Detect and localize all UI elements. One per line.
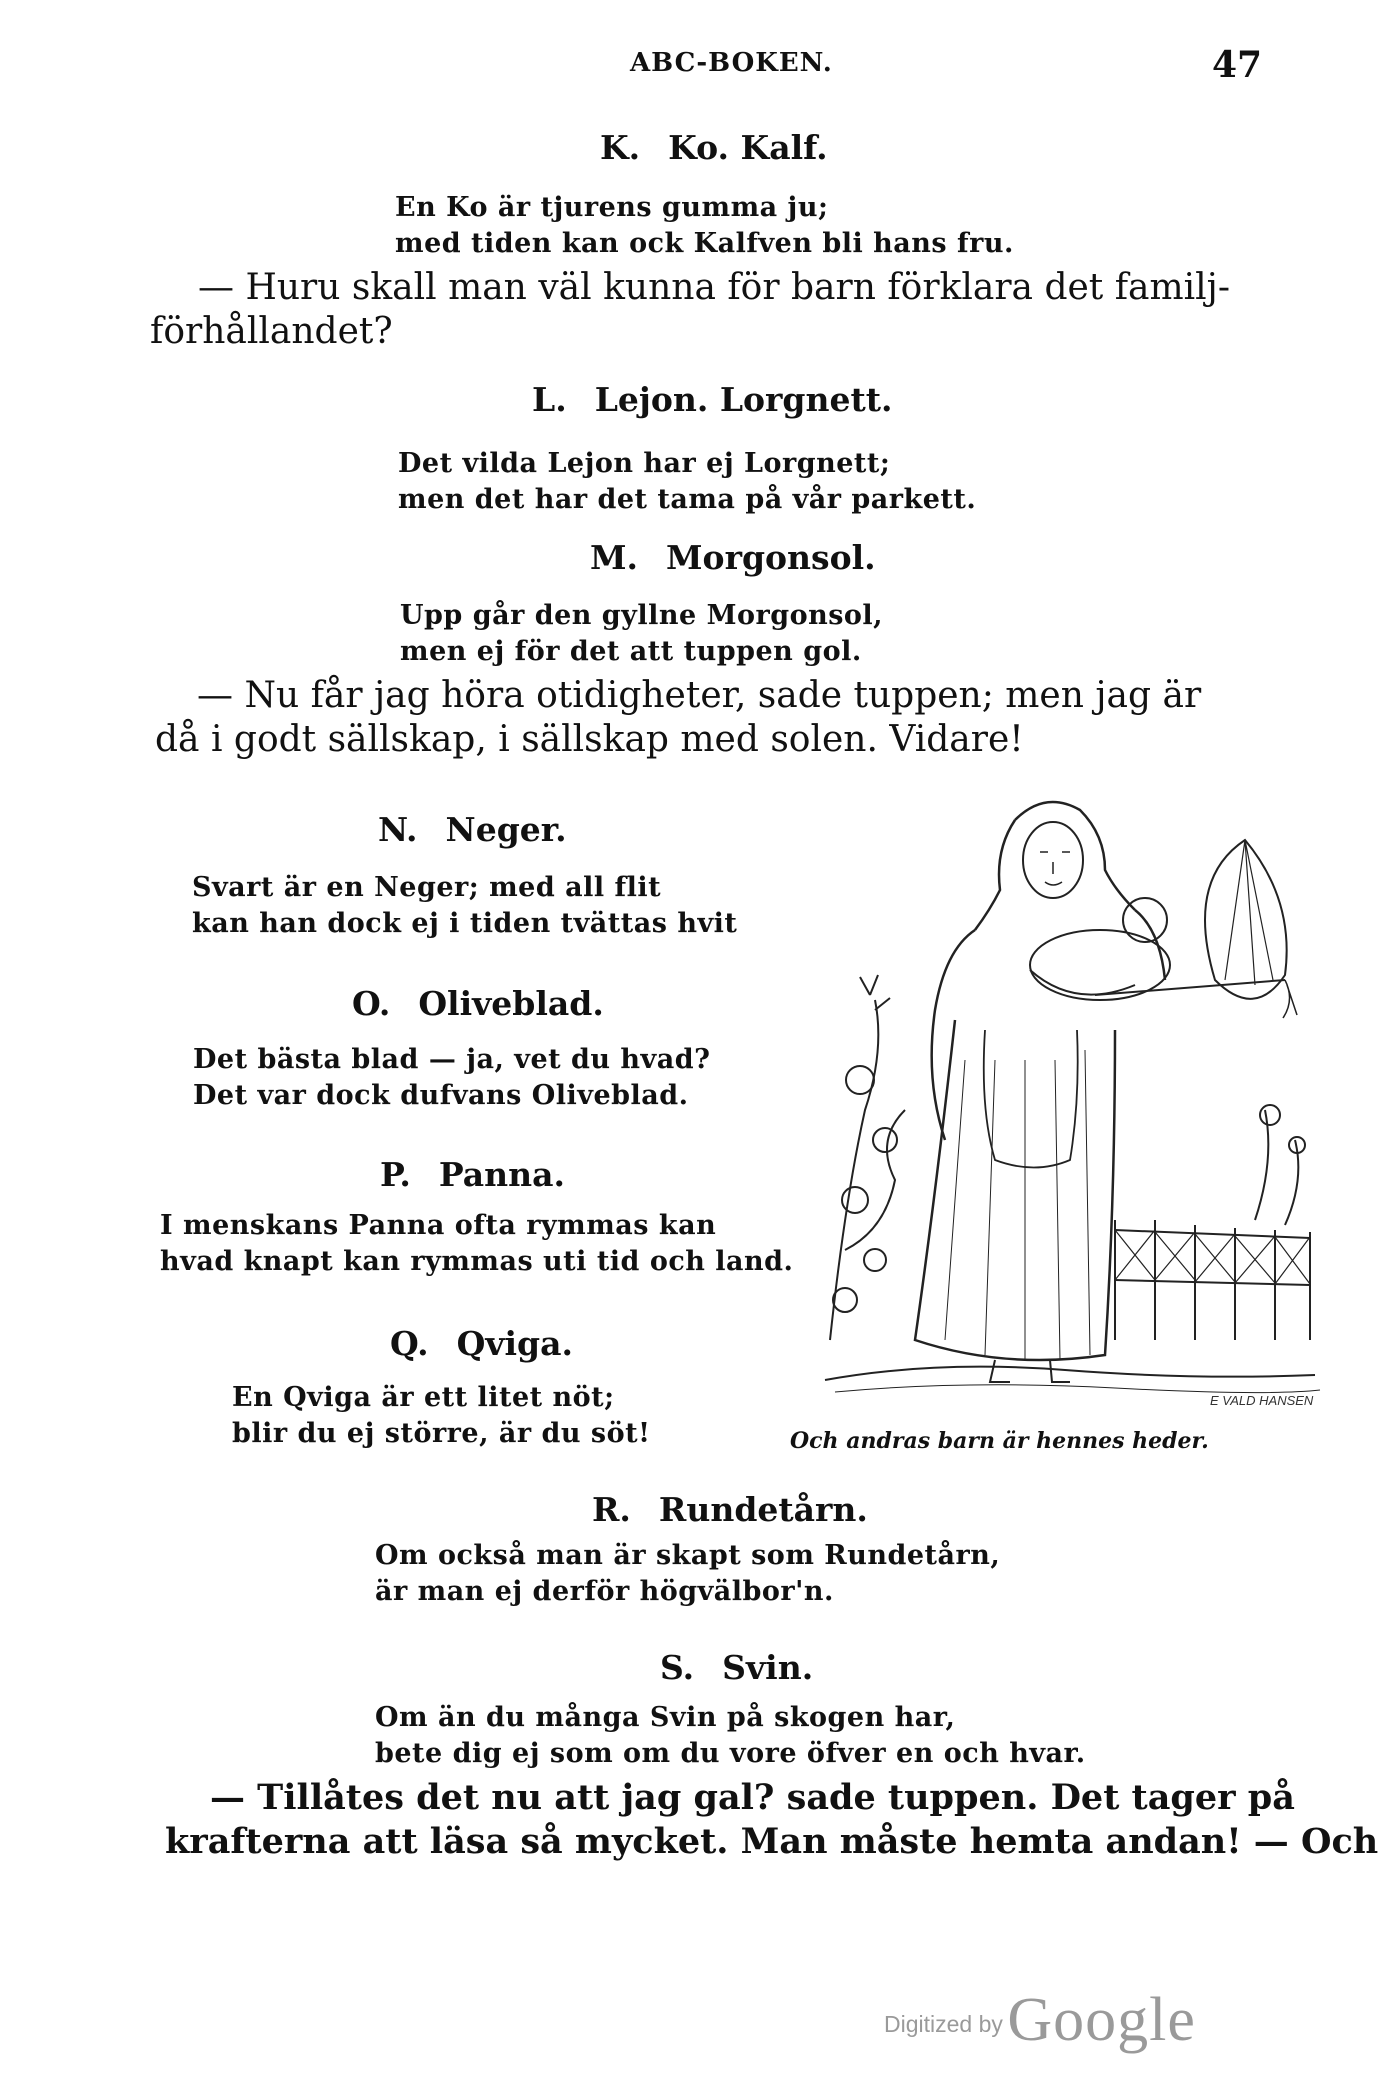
verse-k [395,190,1014,262]
verse-line: Om också man är skapt som Rundetårn, [375,1540,1001,1571]
entry-heading-q [390,1324,573,1363]
verse-n [192,870,737,942]
prose-line: förhållandet? [150,311,393,352]
entry-word: Qviga. [456,1324,573,1363]
prose-line: — Huru skall man väl kunna för barn förklara det familj- [198,267,1230,308]
entry-letter: M. [590,538,639,577]
entry-letter: Q. [390,1324,429,1363]
entry-word: Svin. [722,1648,814,1687]
verse-line: I menskans Panna ofta rymmas kan [160,1210,717,1241]
verse-r [375,1538,1000,1610]
prose-paragraph-1 [150,266,1230,354]
prose-paragraph-3 [165,1776,1378,1864]
entry-heading-n [378,810,567,849]
entry-word: Rundetårn. [658,1490,868,1529]
entry-word: Lejon. Lorgnett. [594,380,893,419]
verse-line: blir du ej större, är du söt! [232,1418,651,1449]
entry-letter: O. [352,984,391,1023]
entry-letter: L. [532,380,567,419]
verse-o [193,1042,710,1114]
verse-line: En Qviga är ett litet nöt; [232,1382,615,1413]
verse-line: men ej för det att tuppen gol. [400,636,862,667]
verse-line: Svart är en Neger; med all flit [192,872,662,903]
verse-line: Det bästa blad — ja, vet du hvad? [193,1044,711,1075]
page-number: 47 [1212,44,1263,86]
verse-s [375,1700,1086,1772]
illustration-caption: Och andras barn är hennes heder. [790,1428,1209,1454]
verse-line: hvad knapt kan rymmas uti tid och land. [160,1246,794,1277]
entry-letter: R. [592,1490,631,1529]
verse-line: bete dig ej som om du vore öfver en och hvar. [375,1738,1086,1769]
woman-with-baby-illustration [815,780,1325,1410]
google-logo: Google [1007,1986,1196,2054]
entry-letter: S. [660,1648,695,1687]
verse-line: kan han dock ej i tiden tvättas hvit [192,908,738,939]
verse-line: Upp går den gyllne Morgonsol, [400,600,884,631]
prose-line: då i godt sällskap, i sällskap med solen. Vidare! [155,719,1024,760]
entry-word: Neger. [445,810,567,849]
entry-heading-m [590,538,876,577]
entry-word: Panna. [438,1155,566,1194]
entry-letter: P. [380,1155,411,1194]
watermark-prefix: Digitized by [884,2011,1003,2037]
entry-heading-o [352,984,604,1023]
verse-line: En Ko är tjurens gumma ju; [395,192,829,223]
entry-heading-r [592,1490,868,1529]
verse-line: Det vilda Lejon har ej Lorgnett; [398,448,891,479]
prose-paragraph-2 [155,674,1201,762]
prose-line: — Nu får jag höra otidigheter, sade tuppen; men jag är [197,675,1202,716]
entry-word: Ko. Kalf. [668,128,828,167]
verse-p [160,1208,793,1280]
verse-line: men det har det tama på vår parkett. [398,484,977,515]
verse-l [398,446,976,518]
verse-m [400,598,883,670]
prose-line: — Tillåtes det nu att jag gal? sade tuppen. Det tager på [210,1777,1295,1818]
verse-line: Det var dock dufvans Oliveblad. [193,1080,689,1111]
prose-line: krafterna att läsa så mycket. Man måste hemta andan! — Och [165,1821,1379,1862]
running-title: ABC-BOKEN. [630,48,833,78]
entry-letter: N. [378,810,418,849]
digitized-by-google-watermark [884,1985,1196,2056]
entry-heading-k [600,128,828,167]
verse-q [232,1380,650,1452]
verse-line: med tiden kan ock Kalfven bli hans fru. [395,228,1014,259]
verse-line: är man ej derför högvälbor'n. [375,1576,834,1607]
entry-heading-p [380,1155,565,1194]
entry-heading-l [532,380,892,419]
entry-word: Oliveblad. [418,984,604,1023]
entry-heading-s [660,1648,813,1687]
artist-signature: E VALD HANSEN [1210,1393,1314,1408]
entry-word: Morgonsol. [666,538,876,577]
verse-line: Om än du många Svin på skogen har, [375,1702,956,1733]
entry-letter: K. [600,128,641,167]
